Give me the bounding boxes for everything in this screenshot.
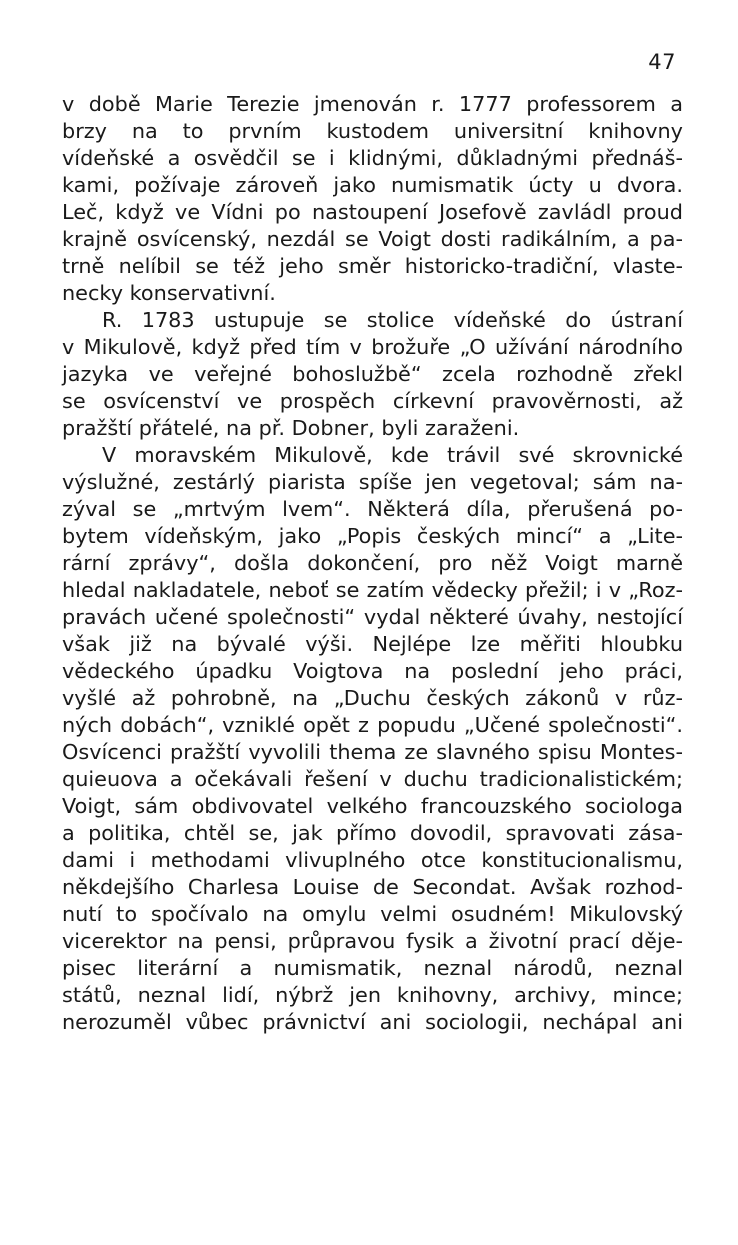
text-line: V moravském Mikulově, kde trávil své skrovnické (102, 443, 683, 467)
text-line: krajně osvícenský, nezdál se Voigt dosti radikálním, a pa- (62, 227, 683, 251)
text-line: quieuova a očekávali řešení v duchu tradicionalistickém; (62, 767, 683, 791)
text-line: trně nelíbil se též jeho směr historicko-tradiční, vlaste- (62, 254, 683, 278)
text-line: pisec literární a numismatik, neznal národů, neznal (62, 956, 683, 980)
text-line: v Mikulově, když před tím v brožuře „O užívání národního (62, 335, 683, 359)
text-line: se osvícenství ve prospěch církevní pravověrnosti, až (62, 389, 683, 413)
text-line: však již na bývalé výši. Nejlépe lze měřiti hloubku (62, 632, 683, 656)
text-line: ných dobách“, vzniklé opět z popudu „Učené společnosti“. (62, 713, 683, 737)
text-line: jazyka ve veřejné bohoslužbě“ zcela rozhodně zřekl (62, 362, 683, 386)
text-line: brzy na to prvním kustodem universitní knihovny (62, 119, 683, 143)
text-line: v době Marie Terezie jmenován r. 1777 professorem a (62, 92, 683, 116)
page-number: 47 (648, 50, 676, 74)
text-line: zýval se „mrtvým lvem“. Některá díla, přerušená po- (62, 497, 683, 521)
text-line: pravách učené společnosti“ vydal některé úvahy, nestojící (62, 605, 683, 629)
body-text (62, 91, 683, 1036)
paragraph-2 (62, 307, 683, 442)
text-line: kami, požívaje zároveň jako numismatik úcty u dvora. (62, 173, 683, 197)
text-line: Osvícenci pražští vyvolili thema ze slavného spisu Montes- (62, 740, 683, 764)
text-line: a politika, chtěl se, jak přímo dovodil, spravovati zása- (62, 821, 683, 845)
text-line: někdejšího Charlesa Louise de Secondat. Avšak rozhod- (62, 875, 683, 899)
text-line: pražští přátelé, na př. Dobner, byli zaraženi. (62, 416, 520, 440)
text-line: hledal nakladatele, neboť se zatím vědecky přežil; i v „Roz- (62, 578, 683, 602)
text-line: nutí to spočívalo na omylu velmi osudném! Mikulovský (62, 902, 683, 926)
text-line: států, neznal lidí, nýbrž jen knihovny, archivy, mince; (62, 983, 683, 1007)
text-line: vědeckého úpadku Voigtova na poslední jeho práci, (62, 659, 683, 683)
text-line: vyšlé až pohrobně, na „Duchu českých zákonů v růz- (62, 686, 683, 710)
text-line: bytem vídeňským, jako „Popis českých mincí“ a „Lite- (62, 524, 683, 548)
text-line: Leč, když ve Vídni po nastoupení Josefově zavládl proud (62, 200, 683, 224)
text-line: necky konservativní. (62, 281, 276, 305)
text-line: vicerektor na pensi, průpravou fysik a životní prací děje- (62, 929, 683, 953)
text-line: dami i methodami vlivuplného otce konstitucionalismu, (62, 848, 683, 872)
paragraph-3 (62, 442, 683, 1036)
text-line: rární zprávy“, došla dokončení, pro něž Voigt marně (62, 551, 683, 575)
paragraph-1 (62, 91, 683, 307)
text-line: výslužné, zestárlý piarista spíše jen vegetoval; sám na- (62, 470, 683, 494)
text-line: vídeňské a osvědčil se i klidnými, důkladnými přednáš- (62, 146, 683, 170)
text-line: R. 1783 ustupuje se stolice vídeňské do ústraní (102, 308, 683, 332)
text-line: nerozuměl vůbec právnictví ani sociologii, nechápal ani (62, 1010, 683, 1034)
text-line: Voigt, sám obdivovatel velkého francouzského sociologa (62, 794, 683, 818)
